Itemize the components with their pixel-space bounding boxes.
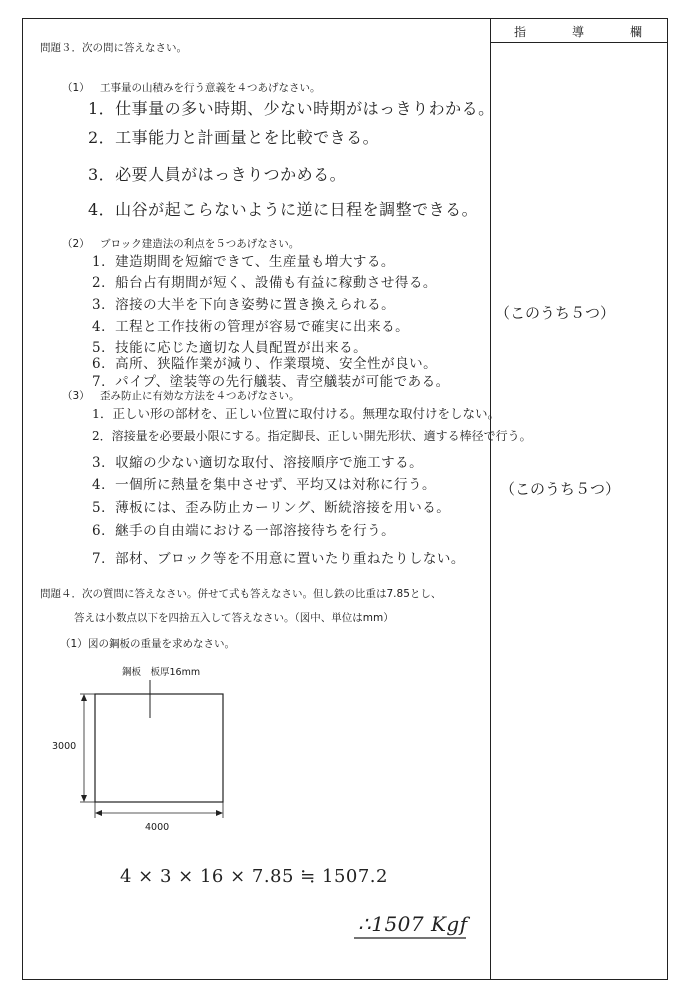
guidance-header-char: 導 — [571, 24, 586, 39]
height-arrow-top — [81, 694, 87, 701]
guidance-header-char: 指 — [513, 24, 528, 39]
plate-label: 鋼板 板厚16mm — [122, 667, 201, 678]
q3-title: 問題３．次の問に答えなさい。 — [40, 42, 187, 54]
q3-part2-answer: 3．溶接の大半を下向き姿勢に置き換えられる。 — [92, 297, 396, 313]
q3-part2-answer: 4．工程と工作技術の管理が容易で確実に出来る。 — [92, 319, 410, 335]
q3-part2-answer: 1．建造期間を短縮できて、生産量も増大する。 — [92, 254, 395, 270]
height-arrow-bottom — [81, 795, 87, 802]
q3-part1-prompt: 工事量の山積みを行う意義を４つあげなさい。 — [100, 82, 321, 94]
q3-part2-note: （このうち５つ） — [495, 304, 616, 322]
q3-part1-answer: 4．山谷が起こらないように逆に日程を調整できる。 — [88, 200, 479, 219]
q3-part3-answer: 7．部材、ブロック等を不用意に置いたり重ねたりしない。 — [92, 551, 465, 567]
height-dimension-label: 3000 — [52, 741, 77, 752]
q4-formula: 4 × 3 × 16 × 7.85 ≒ 1507.2 — [120, 866, 388, 887]
q4-title-line1: 問題４．次の質問に答えなさい。併せて式も答えなさい。但し鉄の比重は7.85とし、 — [40, 588, 442, 600]
q3-part3-answer: 4．一個所に熱量を集中させず、平均又は対称に行う。 — [92, 477, 437, 493]
q3-part2-answer: 7．パイプ、塗装等の先行艤装、青空艤装が可能である。 — [92, 374, 450, 390]
q3-part1-label: （1） — [62, 82, 90, 94]
q3-part3-prompt: 歪み防止に有効な方法を４つあげなさい。 — [100, 390, 300, 402]
q3-part3-answer: 6．継手の自由端における一部溶接待ちを行う。 — [92, 523, 396, 539]
q3-part3-answer: 5．薄板には、歪み防止カーリング、断続溶接を用いる。 — [92, 500, 451, 516]
q3-part3-answer: 2．溶接量を必要最小限にする。指定脚長、正しい開先形状、適する棒径で行う。 — [92, 429, 532, 443]
q3-part2-answer: 6．高所、狭隘作業が減り、作業環境、安全性が良い。 — [92, 356, 438, 372]
q4-part1-prompt: 図の鋼板の重量を求めなさい。 — [88, 638, 235, 650]
width-arrow-left — [95, 810, 102, 816]
q3-part3-note: （このうち５つ） — [500, 480, 621, 498]
q3-part1-answer: 1．仕事量の多い時期、少ない時期がはっきりわかる。 — [88, 99, 495, 118]
q3-part1-answer: 3．必要人員がはっきりつかめる。 — [88, 165, 347, 184]
width-arrow-right — [216, 810, 223, 816]
width-dimension-label: 4000 — [145, 822, 170, 833]
q4-title-line2: 答えは小数点以下を四捨五入して答えなさい。（図中、単位はmm） — [74, 612, 394, 624]
q3-part2-answer: 5．技能に応じた適切な人員配置が出来る。 — [92, 340, 368, 356]
steel-plate-rect — [95, 694, 223, 802]
q3-part3-answer: 3．収縮の少ない適切な取付、溶接順序で施工する。 — [92, 455, 424, 471]
q3-part2-label: （2） — [62, 238, 90, 250]
q3-part3-label: （3） — [62, 390, 90, 402]
q3-part2-answer: 2．船台占有期間が短く、設備も有益に稼動させ得る。 — [92, 275, 437, 291]
q3-part3-answer: 1．正しい形の部材を、正しい位置に取付ける。無理な取付けをしない。 — [92, 406, 500, 421]
guidance-header-char: 欄 — [629, 24, 644, 39]
q4-part1-label: （1） — [60, 638, 88, 650]
q3-part2-prompt: ブロック建造法の利点を５つあげなさい。 — [100, 238, 300, 250]
q3-part1-answer: 2．工事能力と計画量とを比較できる。 — [88, 128, 380, 147]
q4-answer: ∴1507 Kgf — [358, 912, 468, 936]
